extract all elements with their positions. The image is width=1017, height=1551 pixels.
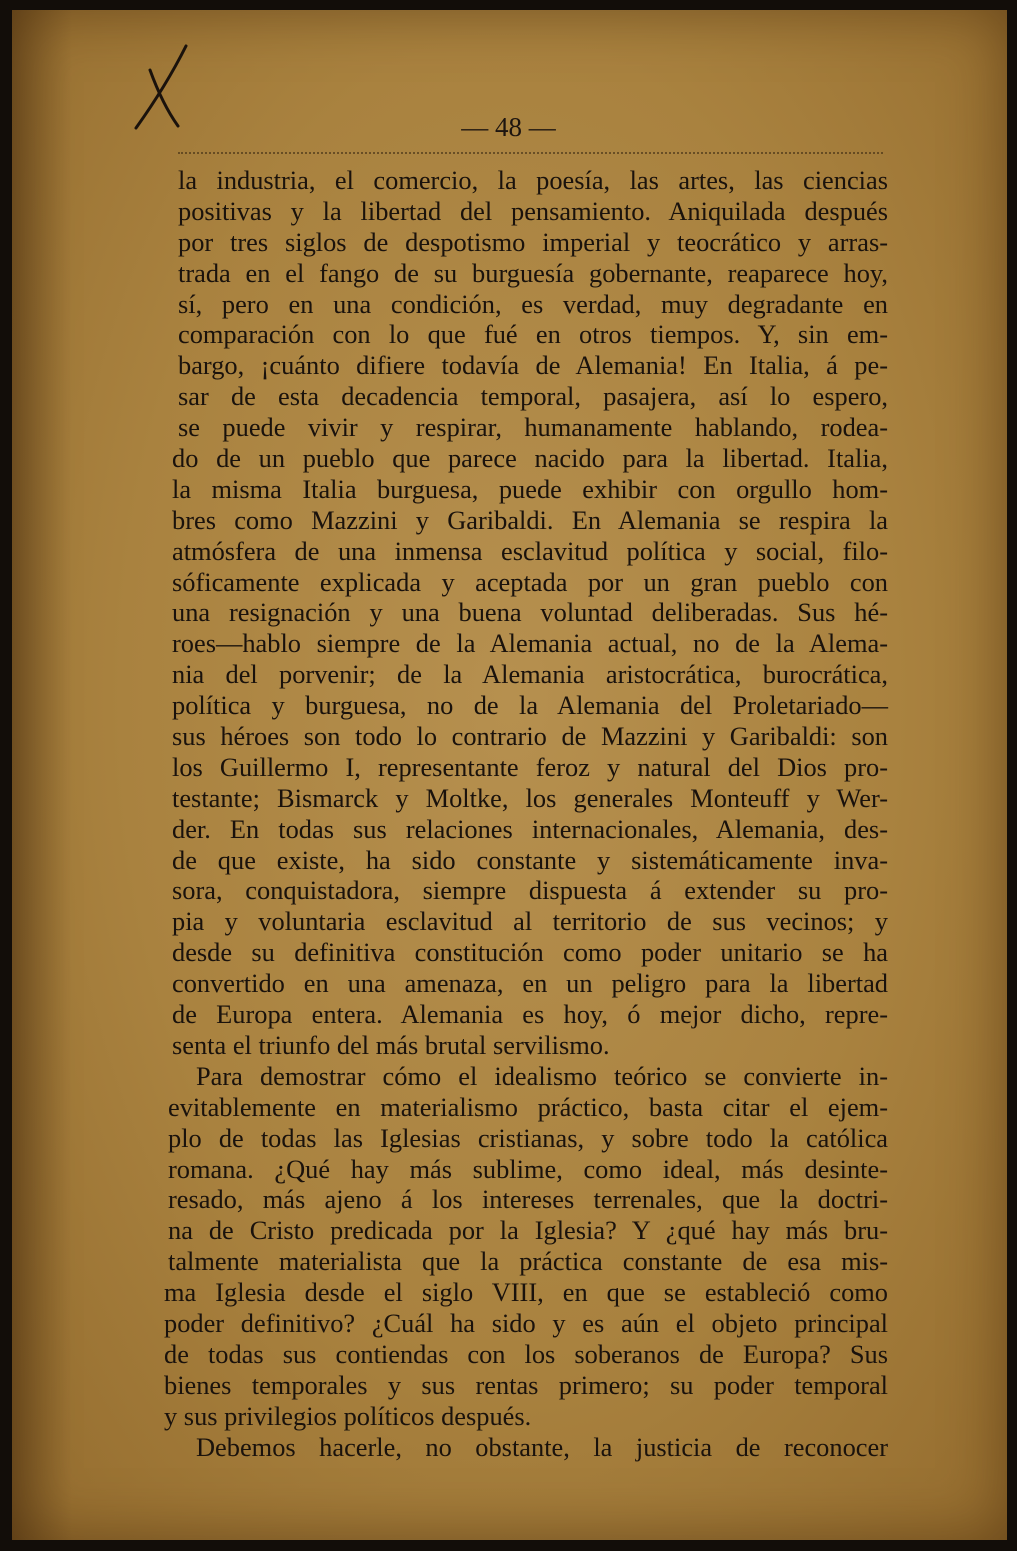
- text-line: pia y voluntaria esclavitud al territorio de sus vecinos; y: [172, 906, 888, 937]
- text-line: desde su definitiva constitución como poder unitario se ha: [172, 937, 888, 968]
- text-line: la misma Italia burguesa, puede exhibir con orgullo hom-: [172, 473, 888, 504]
- text-line: romana. ¿Qué hay más sublime, como ideal, más desinte-: [168, 1153, 888, 1184]
- text-line: de todas sus contiendas con los soberanos de Europa? Sus: [164, 1338, 888, 1369]
- header-rule: [178, 152, 883, 154]
- text-line: una resignación y una buena voluntad deliberadas. Sus hé-: [172, 597, 888, 628]
- text-line: der. En todas sus relaciones internacionales, Alemania, des-: [172, 813, 888, 844]
- text-line: poder definitivo? ¿Cuál ha sido y es aún el objeto principal: [164, 1307, 888, 1338]
- text-line: de Europa entera. Alemania es hoy, ó mejor dicho, repre-: [172, 999, 888, 1030]
- text-line: y sus privilegios políticos después.: [164, 1400, 532, 1431]
- text-line: senta el triunfo del más brutal servilismo.: [172, 1029, 610, 1060]
- text-line: Para demostrar cómo el idealismo teórico se convierte in-: [196, 1060, 888, 1091]
- text-line: atmósfera de una inmensa esclavitud política y social, filo-: [172, 535, 888, 566]
- text-line: na de Cristo predicada por la Iglesia? Y ¿qué hay más bru-: [168, 1215, 888, 1246]
- text-line: do de un pueblo que parece nacido para la libertad. Italia,: [172, 443, 888, 474]
- text-line: se puede vivir y respirar, humanamente hablando, rodea-: [178, 412, 888, 443]
- text-line: plo de todas las Iglesias cristianas, y sobre todo la católica: [168, 1122, 888, 1153]
- text-line: ma Iglesia desde el siglo VIII, en que se estableció como: [164, 1277, 888, 1308]
- text-line: política y burguesa, no de la Alemania del Proletariado—: [172, 690, 888, 721]
- text-line: la industria, el comercio, la poesía, las artes, las ciencias: [178, 165, 888, 195]
- text-line: convertido en una amenaza, en un peligro para la libertad: [172, 968, 888, 999]
- text-line: sar de esta decadencia temporal, pasajera, así lo espero,: [178, 381, 888, 412]
- text-line: Debemos hacerle, no obstante, la justicia de reconocer: [196, 1431, 888, 1462]
- text-line: comparación con lo que fué en otros tiempos. Y, sin em-: [178, 319, 888, 350]
- text-line: por tres siglos de despotismo imperial y teocrático y arras-: [178, 226, 888, 257]
- text-line: bres como Mazzini y Garibaldi. En Alemania se respira la: [172, 504, 888, 535]
- text-line: resado, más ajeno á los intereses terrenales, que la doctri-: [168, 1184, 888, 1215]
- text-line: positivas y la libertad del pensamiento. Aniquilada después: [178, 195, 888, 226]
- page-number: — 48 —: [461, 112, 556, 142]
- text-line: testante; Bismarck y Moltke, los generales Monteuff y Wer-: [172, 782, 888, 813]
- text-line: bienes temporales y sus rentas primero; su poder temporal: [164, 1369, 888, 1400]
- text-line: trada en el fango de su burguesía gobernante, reaparece hoy,: [178, 257, 888, 288]
- text-line: sóficamente explicada y aceptada por un gran pueblo con: [172, 566, 888, 597]
- text-line: evitablemente en materialismo práctico, basta citar el ejem-: [168, 1091, 888, 1122]
- text-line: bargo, ¡cuánto difiere todavía de Alemania! En Italia, á pe-: [178, 350, 888, 381]
- body-text: [160, 165, 888, 1462]
- text-line: sí, pero en una condición, es verdad, muy degradante en: [178, 288, 888, 319]
- text-line: roes—hablo siempre de la Alemania actual, no de la Alema-: [172, 628, 888, 659]
- text-line: nia del porvenir; de la Alemania aristocrática, burocrática,: [172, 659, 888, 690]
- text-line: de que existe, ha sido constante y sistemáticamente inva-: [172, 844, 888, 875]
- text-line: talmente materialista que la práctica constante de esa mis-: [168, 1246, 888, 1277]
- text-line: los Guillermo I, representante feroz y natural del Dios pro-: [172, 751, 888, 782]
- text-line: sora, conquistadora, siempre dispuesta á extender su pro-: [172, 875, 888, 906]
- text-line: sus héroes son todo lo contrario de Mazzini y Garibaldi: son: [172, 721, 888, 752]
